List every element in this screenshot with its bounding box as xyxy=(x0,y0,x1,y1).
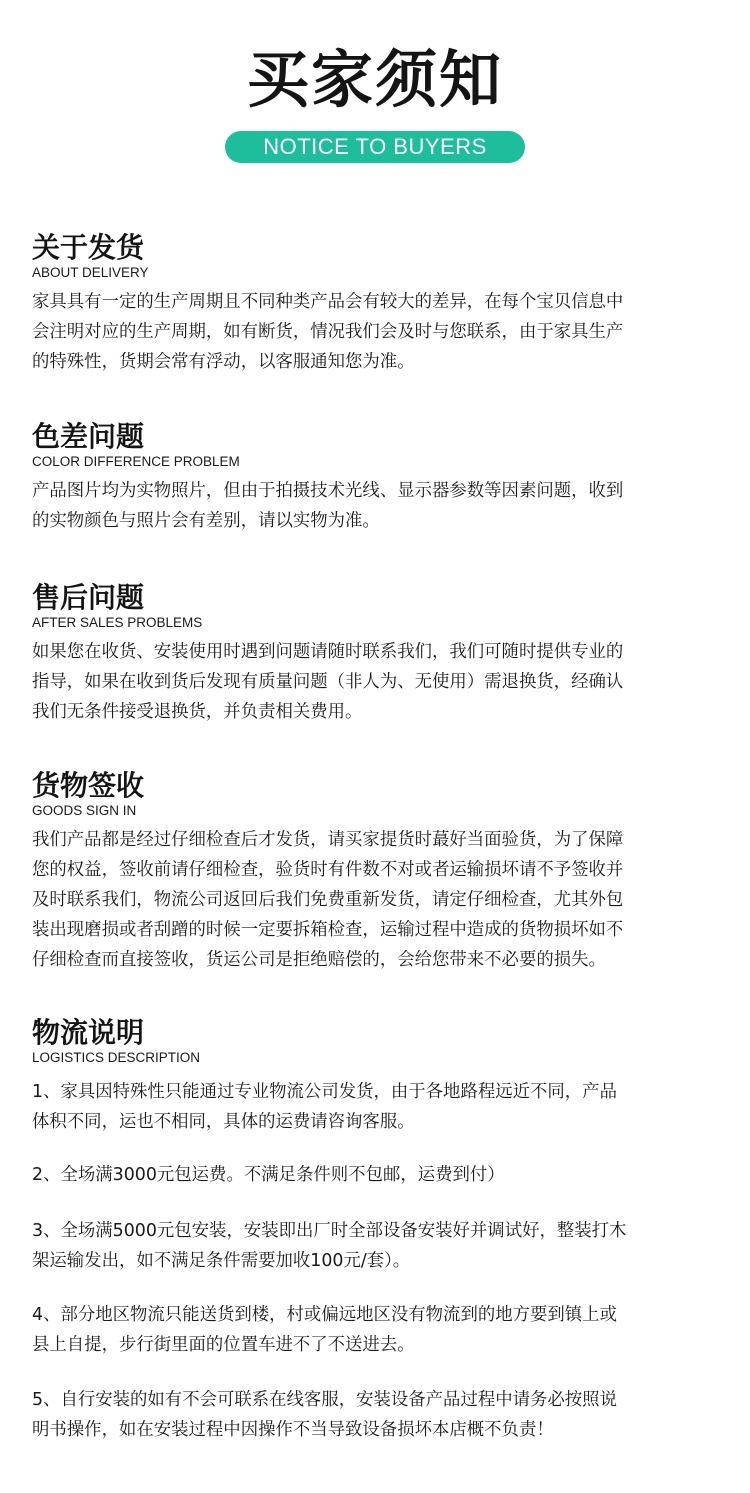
section-about-delivery xyxy=(32,230,722,377)
section-subtitle: GOODS SIGN IN xyxy=(32,803,137,818)
section-subtitle: ABOUT DELIVERY xyxy=(32,265,149,280)
section-after-sales xyxy=(32,580,722,727)
section-logistics xyxy=(32,1015,722,1067)
body-line: 的特殊性，货期会常有浮动，以客服通知您为准。 xyxy=(32,352,415,372)
page-title: 买家须知 xyxy=(246,43,503,116)
section-goods-sign-in xyxy=(32,768,722,975)
section-body xyxy=(32,825,722,975)
item-line: 1、家具因特殊性只能通过专业物流公司发货，由于各地路程远近不同，产品 xyxy=(32,1082,617,1102)
section-title: 色差问题 xyxy=(32,420,145,453)
section-color-difference xyxy=(32,419,722,536)
item-line: 体积不同，运也不相同，具体的运费请咨询客服。 xyxy=(32,1112,415,1132)
body-line: 我们无条件接受退换货，并负责相关费用。 xyxy=(32,702,363,722)
logistics-item-5 xyxy=(32,1385,722,1445)
body-line: 产品图片均为实物照片，但由于拍摄技术光线、显示器参数等因素问题，收到 xyxy=(32,481,624,501)
logistics-item-1 xyxy=(32,1077,722,1137)
item-line: 4、部分地区物流只能送货到楼，村或偏远地区没有物流到的地方要到镇上或 xyxy=(32,1305,617,1325)
item-line: 2、全场满3000元包运费。不满足条件则不包邮，运费到付） xyxy=(32,1165,505,1185)
body-line: 您的权益，签收前请仔细检查，验货时有件数不对或者运输损坏请不予签收并 xyxy=(32,860,624,880)
logistics-item-2 xyxy=(32,1160,722,1190)
body-line: 的实物颜色与照片会有差别，请以实物为准。 xyxy=(32,511,380,531)
section-subtitle: LOGISTICS DESCRIPTION xyxy=(32,1050,201,1065)
logistics-item-4 xyxy=(32,1300,722,1360)
body-line: 装出现磨损或者刮蹭的时候一定要拆箱检查，运输过程中造成的货物损坏如不 xyxy=(32,920,624,940)
item-line: 5、自行安装的如有不会可联系在线客服，安装设备产品过程中请务必按照说 xyxy=(32,1390,617,1410)
section-title: 物流说明 xyxy=(32,1016,145,1049)
section-title: 售后问题 xyxy=(32,581,145,614)
body-line: 我们产品都是经过仔细检查后才发货，请买家提货时蕞好当面验货，为了保障 xyxy=(32,830,624,850)
section-subtitle: AFTER SALES PROBLEMS xyxy=(32,615,203,630)
subtitle-badge: NOTICE TO BUYERS xyxy=(225,131,525,163)
section-body xyxy=(32,287,722,377)
body-line: 指导，如果在收到货后发现有质量问题（非人为、无使用）需退换货，经确认 xyxy=(32,672,624,692)
body-line: 仔细检查而直接签收，货运公司是拒绝赔偿的，会给您带来不必要的损失。 xyxy=(32,950,606,970)
logistics-item-3 xyxy=(32,1216,722,1276)
item-line: 县上自提，步行街里面的位置车进不了不送进去。 xyxy=(32,1335,415,1355)
section-body xyxy=(32,637,722,727)
section-body xyxy=(32,476,722,536)
body-line: 家具具有一定的生产周期且不同种类产品会有较大的差异，在每个宝贝信息中 xyxy=(32,292,624,312)
item-line: 明书操作，如在安装过程中因操作不当导致设备损坏本店概不负责！ xyxy=(32,1420,554,1440)
body-line: 如果您在收货、安装使用时遇到问题请随时联系我们，我们可随时提供专业的 xyxy=(32,642,624,662)
body-line: 及时联系我们，物流公司返回后我们免费重新发货，请定仔细检查，尤其外包 xyxy=(32,890,624,910)
item-line: 3、全场满5000元包安装，安装即出厂时全部设备安装好并调试好，整装打木 xyxy=(32,1221,627,1241)
section-subtitle: COLOR DIFFERENCE PROBLEM xyxy=(32,454,240,469)
section-title: 货物签收 xyxy=(32,769,145,802)
section-title: 关于发货 xyxy=(32,231,145,264)
item-line: 架运输发出，如不满足条件需要加收100元/套）。 xyxy=(32,1251,411,1271)
body-line: 会注明对应的生产周期，如有断货，情况我们会及时与您联系，由于家具生产 xyxy=(32,322,624,342)
